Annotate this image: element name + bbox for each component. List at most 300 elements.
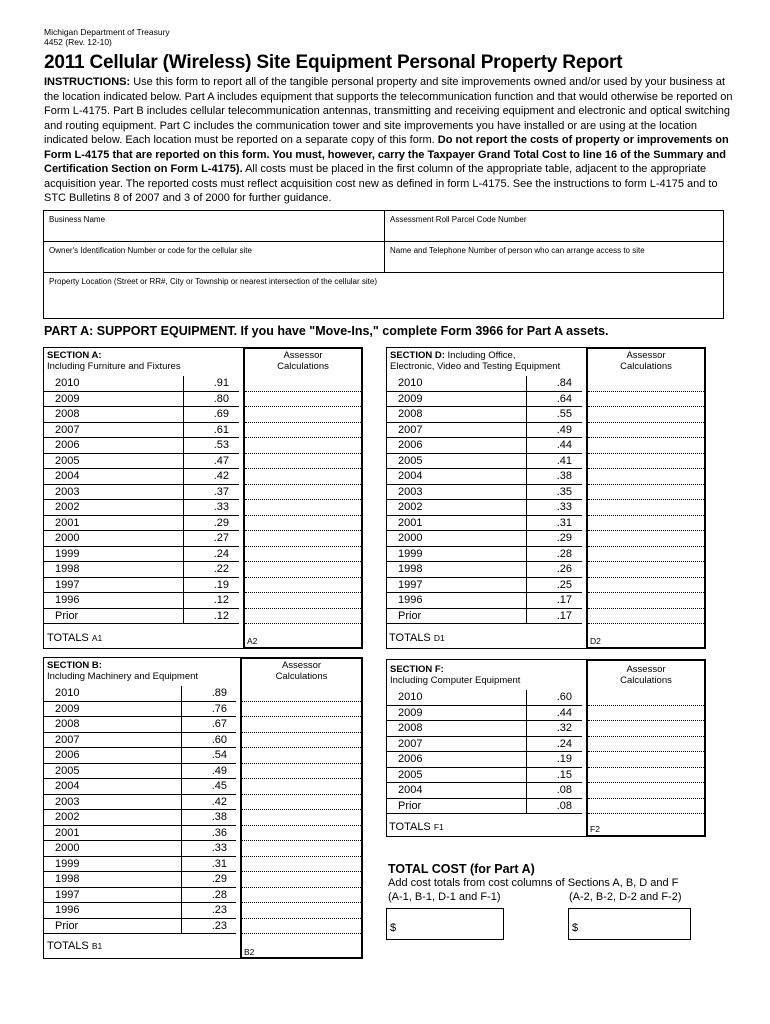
table-row xyxy=(43,469,243,485)
multiplier-rate: .36 xyxy=(211,826,227,839)
assessor-row-line xyxy=(588,623,704,624)
multiplier-rate: .64 xyxy=(556,392,572,405)
table-row xyxy=(386,752,586,768)
section-b-title: SECTION B: xyxy=(47,660,102,671)
cost-input[interactable] xyxy=(101,500,189,515)
table-row xyxy=(386,547,586,563)
cost-input[interactable] xyxy=(444,454,532,469)
contact-field[interactable] xyxy=(385,242,723,273)
table-row xyxy=(43,857,240,873)
cost-input[interactable] xyxy=(444,690,532,705)
table-row xyxy=(43,407,243,423)
acquisition-year: Prior xyxy=(55,919,79,932)
cost-input[interactable] xyxy=(101,888,187,903)
cost-input[interactable] xyxy=(101,717,187,732)
multiplier-rate: .45 xyxy=(211,780,227,792)
assessor-row-line xyxy=(245,484,361,485)
acquisition-year: 2005 xyxy=(398,454,423,467)
section-f-title: SECTION F: xyxy=(390,664,444,675)
table-row xyxy=(43,764,240,780)
assessor-row-line xyxy=(588,437,704,438)
instructions-text-2: All costs must be placed in the first column of the appropriate table, adjacent to the appropriate acquisition year. The reported costs must reflect acquisition cost new as defined in form L-4175. See the instructions to form L-4175 and to STC Bulletins 8 of 2007 and 3 of 2000 for further guidance. xyxy=(44,163,718,204)
assessor-row-line xyxy=(588,751,704,752)
table-row xyxy=(43,903,240,919)
acquisition-year: 2010 xyxy=(55,687,80,699)
table-row xyxy=(386,500,586,516)
acquisition-year: 2004 xyxy=(398,470,423,482)
assessor-row-line xyxy=(588,515,704,516)
table-row xyxy=(386,485,586,501)
multiplier-rate: .44 xyxy=(556,439,572,451)
table-row xyxy=(386,799,586,815)
section-d-assessor-header xyxy=(586,347,706,372)
assessor-row-line xyxy=(242,902,361,903)
assessor-row-line xyxy=(588,705,704,706)
multiplier-rate: .53 xyxy=(213,439,229,451)
cost-input[interactable] xyxy=(101,826,187,841)
instructions xyxy=(44,75,734,206)
assessor-row-line xyxy=(588,422,704,423)
cost-input[interactable] xyxy=(101,702,187,717)
multiplier-rate: .23 xyxy=(211,904,227,916)
row-line xyxy=(386,623,582,624)
table-row xyxy=(43,547,243,563)
total-cost-block xyxy=(388,862,688,904)
assessor-row-line xyxy=(245,530,361,531)
assessor-row-line xyxy=(245,561,361,562)
multiplier-rate: .19 xyxy=(556,753,572,765)
multiplier-rate: .08 xyxy=(556,784,572,796)
multiplier-rate: .42 xyxy=(213,470,229,482)
acquisition-year: 1999 xyxy=(55,547,80,560)
cost-input[interactable] xyxy=(101,733,187,748)
section-f-total-2[interactable]: F2 xyxy=(590,824,600,834)
column-divider xyxy=(181,686,182,934)
cost-input[interactable] xyxy=(444,438,532,453)
row-line xyxy=(386,813,582,814)
acquisition-year: 2009 xyxy=(55,392,80,405)
assessor-row-line xyxy=(242,716,361,717)
assessor-row-line xyxy=(588,468,704,469)
cost-input[interactable] xyxy=(444,799,532,814)
cost-input[interactable] xyxy=(101,469,189,484)
assessor-row-line xyxy=(242,747,361,748)
section-b-total-1[interactable]: B1 xyxy=(91,941,103,951)
acquisition-year: 2002 xyxy=(398,501,423,513)
multiplier-rate: .42 xyxy=(211,795,227,808)
calculations-label: Calculations xyxy=(620,361,672,372)
agency-name: Michigan Department of Treasury xyxy=(44,27,170,37)
assessor-row-line xyxy=(588,530,704,531)
cost-input[interactable] xyxy=(444,593,532,608)
acquisition-year: 1999 xyxy=(398,547,423,560)
acquisition-year: 1997 xyxy=(398,578,423,591)
business-name-field[interactable] xyxy=(44,211,385,242)
multiplier-rate: .29 xyxy=(211,873,227,885)
multiplier-rate: .17 xyxy=(556,609,572,622)
total-cost-1-input[interactable] xyxy=(386,908,504,940)
section-d-table xyxy=(386,347,706,649)
cost-input[interactable] xyxy=(101,686,187,701)
cost-input[interactable] xyxy=(444,500,532,515)
acquisition-year: Prior xyxy=(398,609,422,622)
multiplier-rate: .24 xyxy=(556,737,572,750)
table-row xyxy=(43,423,243,439)
acquisition-year: 2001 xyxy=(398,516,423,529)
multiplier-rate: .25 xyxy=(556,578,572,591)
acquisition-year: 2008 xyxy=(398,722,423,734)
column-divider xyxy=(183,376,184,624)
assessor-row-line xyxy=(245,499,361,500)
cost-input[interactable] xyxy=(101,423,189,438)
dollar-sign: $ xyxy=(572,922,579,934)
multiplier-rate: .47 xyxy=(213,454,229,467)
section-b-assessor-header xyxy=(240,657,363,682)
cost-input[interactable] xyxy=(101,609,189,624)
column-divider xyxy=(526,376,527,624)
acquisition-year: 2003 xyxy=(398,485,423,498)
table-row xyxy=(386,407,586,423)
table-row xyxy=(43,485,243,501)
table-row xyxy=(43,826,240,842)
multiplier-rate: .80 xyxy=(213,392,229,405)
multiplier-rate: .60 xyxy=(211,733,227,746)
table-row xyxy=(43,702,240,718)
assessor-label: Assessor xyxy=(283,350,323,361)
section-b-subtitle: Including Machinery and Equipment xyxy=(47,671,199,682)
acquisition-year: 2001 xyxy=(55,516,80,529)
table-row xyxy=(43,795,240,811)
section-d-totals xyxy=(389,632,445,644)
assessor-row-line xyxy=(588,736,704,737)
cost-input[interactable] xyxy=(444,469,532,484)
totals-label: TOTALS xyxy=(47,940,89,952)
acquisition-year: 1998 xyxy=(55,563,80,575)
section-a-total-1[interactable]: A1 xyxy=(91,633,103,643)
multiplier-rate: .60 xyxy=(556,691,572,703)
section-a-assessor-header xyxy=(243,347,363,372)
total-cost-title: TOTAL COST (for Part A) xyxy=(388,862,535,876)
acquisition-year: 2010 xyxy=(55,377,80,389)
cost-input[interactable] xyxy=(444,407,532,422)
section-d-title-rest: Including Office, xyxy=(444,350,516,361)
table-row xyxy=(43,438,243,454)
form-header xyxy=(44,27,170,47)
acquisition-year: 2005 xyxy=(398,768,423,781)
row-line xyxy=(43,933,236,934)
cost-input[interactable] xyxy=(444,752,532,767)
assessor-label: Assessor xyxy=(626,350,666,361)
cost-input[interactable] xyxy=(444,485,532,500)
section-b-header xyxy=(43,657,202,685)
table-row xyxy=(43,376,243,392)
cost-input[interactable] xyxy=(101,531,189,546)
table-row xyxy=(43,919,240,935)
cost-input[interactable] xyxy=(101,547,189,562)
assessor-row-line xyxy=(242,933,361,934)
assessor-row-line xyxy=(242,825,361,826)
section-d-total-1[interactable]: D1 xyxy=(433,633,445,643)
cost-input[interactable] xyxy=(444,609,532,624)
multiplier-rate: .08 xyxy=(556,799,572,812)
acquisition-year: 2008 xyxy=(55,718,80,730)
assessor-row-line xyxy=(245,406,361,407)
row-line xyxy=(43,623,239,624)
assessor-label: Assessor xyxy=(281,660,322,671)
table-row xyxy=(386,423,586,439)
cost-input[interactable] xyxy=(444,547,532,562)
assessor-row-line xyxy=(242,840,361,841)
form-title: 2011 Cellular (Wireless) Site Equipment Personal Property Report xyxy=(44,52,623,73)
section-f-totals xyxy=(389,821,444,833)
table-row xyxy=(43,454,243,470)
acquisition-year: 2008 xyxy=(398,408,423,420)
parcel-code-label: Assessment Roll Parcel Code Number xyxy=(390,215,527,224)
cost-input[interactable] xyxy=(101,857,187,872)
owner-id-label: Owner's Identification Number or code for the cellular site xyxy=(49,246,252,255)
multiplier-rate: .41 xyxy=(556,454,572,467)
cost-input[interactable] xyxy=(444,516,532,531)
table-row xyxy=(43,516,243,532)
totals-label: TOTALS xyxy=(47,632,89,644)
assessor-row-line xyxy=(245,422,361,423)
cost-input[interactable] xyxy=(101,454,189,469)
multiplier-rate: .35 xyxy=(556,485,572,498)
assessor-row-line xyxy=(588,561,704,562)
cost-input[interactable] xyxy=(444,392,532,407)
assessor-row-line xyxy=(588,453,704,454)
cost-input[interactable] xyxy=(444,783,532,798)
section-f-table xyxy=(386,659,706,837)
acquisition-year: 2009 xyxy=(55,702,80,715)
multiplier-rate: .54 xyxy=(211,749,227,761)
multiplier-rate: .15 xyxy=(556,768,572,781)
section-f-assessor-header xyxy=(586,659,706,686)
property-location-field[interactable] xyxy=(44,273,723,318)
acquisition-year: 1998 xyxy=(398,563,423,575)
cost-input[interactable] xyxy=(444,578,532,593)
instructions-bold: Do not report the costs of property or improvements on Form L-4175 that are reported on this form. You must, however, carry the Taxpayer Grand Total Cost to line 16 of the Summary and Certification Section on Form L-4175). xyxy=(44,134,729,175)
assessor-row-line xyxy=(588,813,704,814)
table-row xyxy=(43,562,243,578)
cost-input[interactable] xyxy=(444,562,532,577)
cost-input[interactable] xyxy=(101,392,189,407)
cost-input[interactable] xyxy=(101,593,189,608)
assessor-row-line xyxy=(245,453,361,454)
section-b-assessor-column[interactable] xyxy=(240,657,363,959)
multiplier-rate: .31 xyxy=(211,857,227,870)
section-b-total-2[interactable]: B2 xyxy=(244,947,255,957)
acquisition-year: 2007 xyxy=(398,737,423,750)
total-cost-left-label: (A-1, B-1, D-1 and F-1) xyxy=(388,891,501,903)
table-row xyxy=(43,733,240,749)
owner-id-field[interactable] xyxy=(44,242,385,273)
contact-label: Name and Telephone Number of person who can arrange access to site xyxy=(390,246,645,255)
assessor-row-line xyxy=(245,515,361,516)
multiplier-rate: .19 xyxy=(213,578,229,591)
acquisition-year: 2000 xyxy=(398,532,423,544)
cost-input[interactable] xyxy=(101,919,187,934)
cost-input[interactable] xyxy=(101,562,189,577)
assessor-row-line xyxy=(588,484,704,485)
table-row xyxy=(386,516,586,532)
acquisition-year: 2007 xyxy=(398,423,423,436)
assessor-row-line xyxy=(242,701,361,702)
instructions-text-1: Use this form to report all of the tangible personal property and site improvements owned and/or used by your business at the location indicated below. Part A includes equipment that supports the telecommunication function and that would otherwise be reported on Form L-4175. Part B includes cellular telecommunication antennas, transmitting and receiving equipment and electronic and optical switching and routing equipment. Part C includes the communication tower and site improvements you have installed or are using at the location indicated below. Each location must be reported on a separate copy of this form. xyxy=(44,76,733,146)
acquisition-year: 2003 xyxy=(55,485,80,498)
table-row xyxy=(43,841,240,857)
assessor-label: Assessor xyxy=(626,664,666,675)
multiplier-rate: .27 xyxy=(213,532,229,544)
acquisition-year: 2010 xyxy=(398,691,423,703)
cost-input[interactable] xyxy=(444,737,532,752)
acquisition-year: 1996 xyxy=(55,594,80,606)
assessor-row-line xyxy=(245,608,361,609)
assessor-row-line xyxy=(588,406,704,407)
section-d-header xyxy=(386,347,564,375)
dollar-sign: $ xyxy=(390,922,397,934)
cost-input[interactable] xyxy=(101,516,189,531)
table-row xyxy=(43,872,240,888)
cost-input[interactable] xyxy=(101,810,187,825)
cost-input[interactable] xyxy=(101,748,187,763)
column-divider xyxy=(526,690,527,814)
table-row xyxy=(43,531,243,547)
section-d-total-2[interactable]: D2 xyxy=(590,636,601,646)
multiplier-rate: .76 xyxy=(211,702,227,715)
multiplier-rate: .28 xyxy=(556,547,572,560)
section-b-table xyxy=(43,657,363,959)
section-a-header xyxy=(43,347,185,375)
multiplier-rate: .23 xyxy=(211,919,227,932)
assessor-row-line xyxy=(242,778,361,779)
cost-input[interactable] xyxy=(101,578,189,593)
multiplier-rate: .67 xyxy=(211,718,227,730)
table-row xyxy=(43,500,243,516)
table-row xyxy=(43,810,240,826)
business-name-label: Business Name xyxy=(49,215,106,224)
assessor-row-line xyxy=(242,887,361,888)
acquisition-year: 2006 xyxy=(55,749,80,761)
total-cost-instruction: Add cost totals from cost columns of Sections A, B, D and F xyxy=(388,877,679,889)
cost-input[interactable] xyxy=(444,423,532,438)
acquisition-year: 1996 xyxy=(398,594,423,606)
section-d-assessor-column[interactable] xyxy=(586,347,706,649)
acquisition-year: 2010 xyxy=(398,377,423,389)
calculations-label: Calculations xyxy=(275,671,328,682)
acquisition-year: 2004 xyxy=(398,784,423,796)
assessor-row-line xyxy=(245,391,361,392)
multiplier-rate: .69 xyxy=(213,408,229,420)
assessor-row-line xyxy=(242,871,361,872)
acquisition-year: 2004 xyxy=(55,470,80,482)
multiplier-rate: .37 xyxy=(213,485,229,498)
section-b-totals xyxy=(47,940,102,952)
table-row xyxy=(386,376,586,392)
identification-box xyxy=(43,210,724,319)
cost-input[interactable] xyxy=(444,376,532,391)
acquisition-year: 2000 xyxy=(55,532,80,544)
multiplier-rate: .33 xyxy=(213,501,229,513)
cost-input[interactable] xyxy=(101,841,187,856)
assessor-row-line xyxy=(245,592,361,593)
cost-input[interactable] xyxy=(444,768,532,783)
calculations-label: Calculations xyxy=(620,675,672,686)
multiplier-rate: .33 xyxy=(556,501,572,513)
table-row xyxy=(43,609,243,625)
cost-input[interactable] xyxy=(444,531,532,546)
section-a-total-2[interactable]: A2 xyxy=(247,636,258,646)
cost-input[interactable] xyxy=(444,721,532,736)
assessor-row-line xyxy=(245,546,361,547)
total-cost-2-input[interactable] xyxy=(568,908,691,940)
multiplier-rate: .29 xyxy=(556,532,572,544)
multiplier-rate: .44 xyxy=(556,706,572,719)
multiplier-rate: .12 xyxy=(213,609,229,622)
acquisition-year: 1999 xyxy=(55,857,80,870)
section-d-subtitle: Electronic, Video and Testing Equipment xyxy=(390,361,561,372)
assessor-row-line xyxy=(242,809,361,810)
table-row xyxy=(386,469,586,485)
acquisition-year: 2006 xyxy=(55,439,80,451)
acquisition-year: 1996 xyxy=(55,904,80,916)
table-row xyxy=(386,768,586,784)
multiplier-rate: .31 xyxy=(556,516,572,529)
cost-input[interactable] xyxy=(101,764,187,779)
parcel-code-field[interactable] xyxy=(385,211,723,242)
multiplier-rate: .17 xyxy=(556,594,572,606)
part-a-title: PART A: SUPPORT EQUIPMENT. If you have "Move-Ins," complete Form 3966 for Part A assets. xyxy=(44,324,609,338)
section-f-total-1[interactable]: F1 xyxy=(433,822,444,832)
cost-input[interactable] xyxy=(101,872,187,887)
acquisition-year: 1998 xyxy=(55,873,80,885)
cost-input[interactable] xyxy=(101,485,189,500)
multiplier-rate: .22 xyxy=(213,563,229,575)
cost-input[interactable] xyxy=(101,376,189,391)
cost-input[interactable] xyxy=(101,779,187,794)
acquisition-year: 2009 xyxy=(398,392,423,405)
cost-input[interactable] xyxy=(101,903,187,918)
multiplier-rate: .61 xyxy=(213,423,229,436)
table-row xyxy=(43,717,240,733)
form-revision: 4452 (Rev. 12-10) xyxy=(44,37,112,47)
cost-input[interactable] xyxy=(101,795,187,810)
table-row xyxy=(43,888,240,904)
cost-input[interactable] xyxy=(101,438,189,453)
multiplier-rate: .38 xyxy=(211,811,227,823)
multiplier-rate: .12 xyxy=(213,594,229,606)
section-a-assessor-column[interactable] xyxy=(243,347,363,649)
assessor-row-line xyxy=(588,608,704,609)
acquisition-year: 2008 xyxy=(55,408,80,420)
acquisition-year: Prior xyxy=(398,799,422,812)
cost-input[interactable] xyxy=(444,706,532,721)
table-row xyxy=(386,721,586,737)
acquisition-year: 1997 xyxy=(55,578,80,591)
assessor-row-line xyxy=(588,720,704,721)
assessor-row-line xyxy=(242,794,361,795)
table-row xyxy=(386,737,586,753)
instructions-lead: INSTRUCTIONS: xyxy=(44,76,131,88)
table-row xyxy=(43,392,243,408)
acquisition-year: 2009 xyxy=(398,706,423,719)
multiplier-rate: .32 xyxy=(556,722,572,734)
multiplier-rate: .24 xyxy=(213,547,229,560)
cost-input[interactable] xyxy=(101,407,189,422)
multiplier-rate: .33 xyxy=(211,842,227,854)
assessor-row-line xyxy=(588,546,704,547)
multiplier-rate: .49 xyxy=(211,764,227,777)
